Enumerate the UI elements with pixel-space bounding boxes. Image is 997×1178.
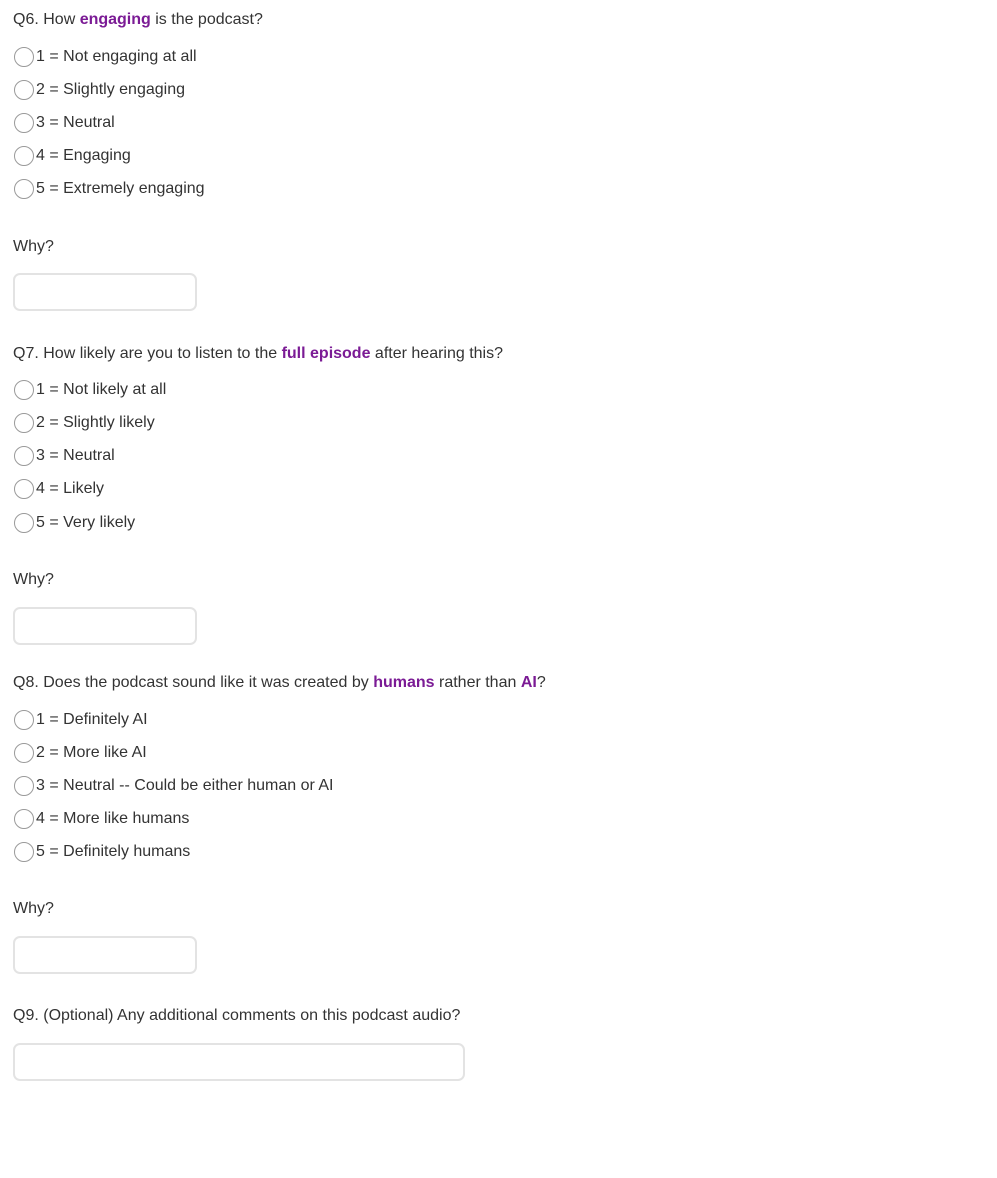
- q7-why-label: Why?: [13, 571, 54, 588]
- q8-option-4-label: 4 = More like humans: [36, 810, 190, 827]
- q6-why-label: Why?: [13, 238, 54, 255]
- radio-unchecked-icon[interactable]: [14, 479, 34, 499]
- q6-option-3-label: 3 = Neutral: [36, 114, 115, 131]
- radio-unchecked-icon[interactable]: [14, 710, 34, 730]
- q7-option-1-label: 1 = Not likely at all: [36, 381, 167, 398]
- q6-option-5-label: 5 = Extremely engaging: [36, 180, 205, 197]
- q6-option-1-label: 1 = Not engaging at all: [36, 48, 197, 65]
- radio-unchecked-icon[interactable]: [14, 809, 34, 829]
- radio-unchecked-icon[interactable]: [14, 380, 34, 400]
- q7-title-suffix: after hearing this?: [370, 345, 504, 362]
- q7-option-5-label: 5 = Very likely: [36, 514, 136, 531]
- radio-unchecked-icon[interactable]: [14, 146, 34, 166]
- q6-option-3[interactable]: [14, 111, 115, 135]
- q8-title-suffix: ?: [536, 674, 546, 691]
- q6-title-highlight: engaging: [79, 11, 151, 28]
- radio-unchecked-icon[interactable]: [14, 47, 34, 67]
- radio-unchecked-icon[interactable]: [14, 513, 34, 533]
- q8-option-2-label: 2 = More like AI: [36, 744, 147, 761]
- q9-title: Q9. (Optional) Any additional comments on this podcast audio?: [13, 1007, 461, 1024]
- q6-title: [13, 10, 263, 30]
- radio-unchecked-icon[interactable]: [14, 842, 34, 862]
- radio-unchecked-icon[interactable]: [14, 446, 34, 466]
- q8-option-5[interactable]: [14, 840, 190, 864]
- q7-title-highlight: full episode: [281, 345, 371, 362]
- q7-title-prefix: Q7. How likely are you to listen to the: [13, 345, 282, 362]
- radio-unchecked-icon[interactable]: [14, 743, 34, 763]
- q8-title-highlight-ai: AI: [520, 674, 537, 691]
- q7-option-4-label: 4 = Likely: [36, 480, 105, 497]
- q6-option-2-label: 2 = Slightly engaging: [36, 81, 185, 98]
- radio-unchecked-icon[interactable]: [14, 413, 34, 433]
- q6-option-2[interactable]: [14, 78, 185, 102]
- q7-option-2-label: 2 = Slightly likely: [36, 414, 155, 431]
- q7-option-4[interactable]: [14, 477, 104, 501]
- radio-unchecked-icon[interactable]: [14, 113, 34, 133]
- q8-option-3-label: 3 = Neutral -- Could be either human or AI: [36, 777, 334, 794]
- q6-why-input[interactable]: [13, 273, 197, 311]
- q8-option-5-label: 5 = Definitely humans: [36, 843, 191, 860]
- q7-option-3-label: 3 = Neutral: [36, 447, 115, 464]
- q8-title: [13, 673, 546, 693]
- q8-title-prefix: Q8. Does the podcast sound like it was created by: [13, 674, 374, 691]
- q7-option-5[interactable]: [14, 511, 135, 535]
- q8-option-2[interactable]: [14, 741, 147, 765]
- radio-unchecked-icon[interactable]: [14, 776, 34, 796]
- q8-title-middle: rather than: [434, 674, 521, 691]
- q7-title: [13, 344, 503, 364]
- q6-option-4-label: 4 = Engaging: [36, 147, 131, 164]
- q8-title-highlight-humans: humans: [373, 674, 435, 691]
- q6-title-suffix: is the podcast?: [150, 11, 263, 28]
- radio-unchecked-icon[interactable]: [14, 179, 34, 199]
- q6-title-prefix: Q6. How: [13, 11, 80, 28]
- q8-why-label: Why?: [13, 900, 54, 917]
- q8-option-3[interactable]: [14, 774, 334, 798]
- q8-why-input[interactable]: [13, 936, 197, 974]
- q6-option-4[interactable]: [14, 144, 131, 168]
- q7-option-3[interactable]: [14, 444, 115, 468]
- q7-option-1[interactable]: [14, 378, 166, 402]
- radio-unchecked-icon[interactable]: [14, 80, 34, 100]
- q8-option-1-label: 1 = Definitely AI: [36, 711, 148, 728]
- q8-option-1[interactable]: [14, 708, 148, 732]
- q6-option-1[interactable]: [14, 45, 197, 69]
- q9-comments-input[interactable]: [13, 1043, 465, 1081]
- q7-option-2[interactable]: [14, 411, 155, 435]
- q6-option-5[interactable]: [14, 177, 205, 201]
- q7-why-input[interactable]: [13, 607, 197, 645]
- q8-option-4[interactable]: [14, 807, 189, 831]
